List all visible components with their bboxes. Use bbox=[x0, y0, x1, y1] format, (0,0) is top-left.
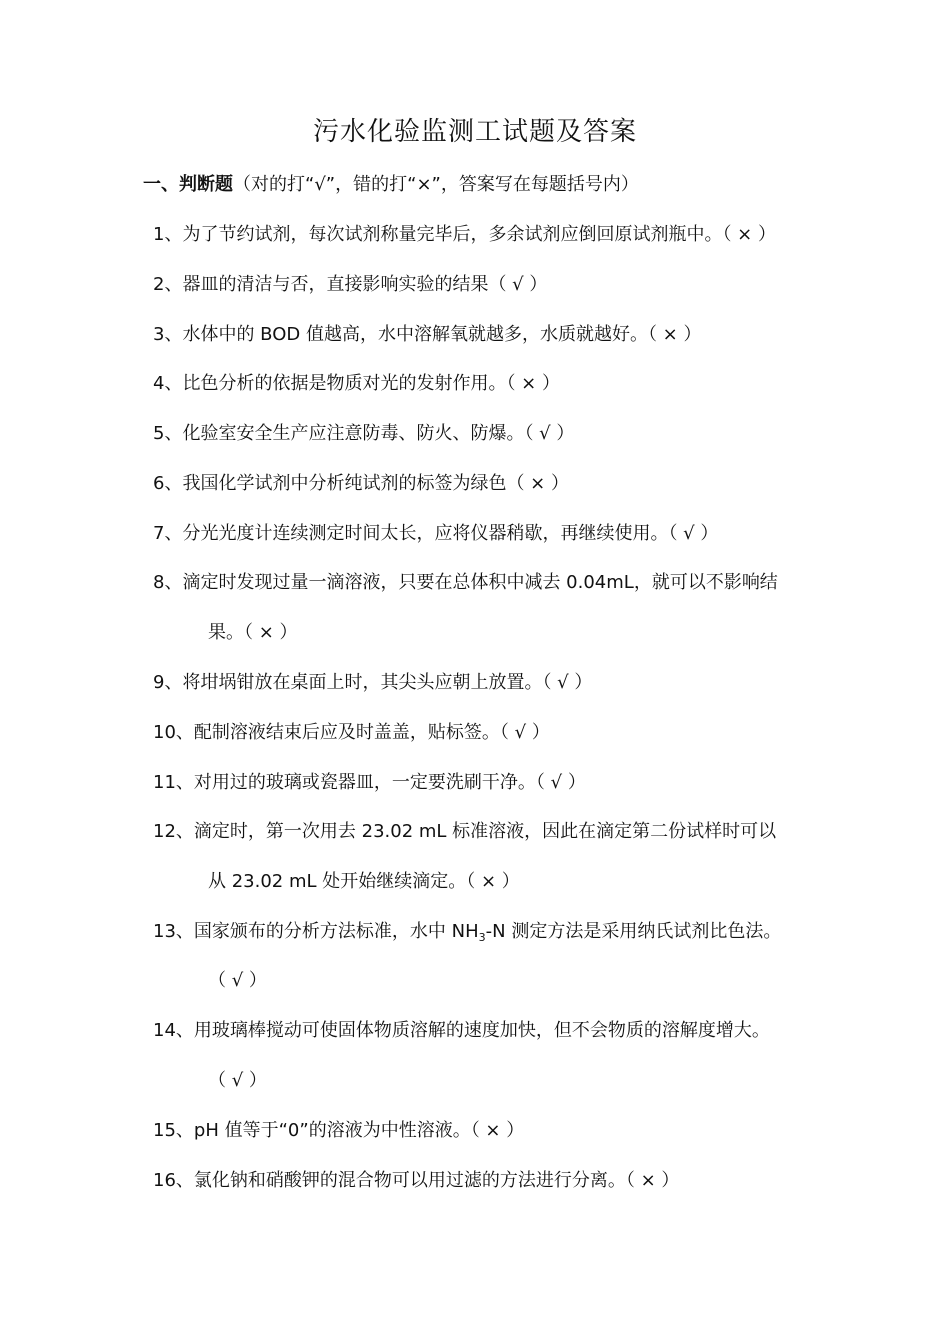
question-text: 化验室安全生产应注意防毒、防火、防爆。（ √ ） bbox=[182, 423, 575, 444]
question-number: 15、 bbox=[153, 1120, 194, 1141]
question-item bbox=[153, 1014, 770, 1048]
question-number: 12、 bbox=[153, 821, 194, 842]
subscript: 3 bbox=[478, 931, 486, 944]
section-heading bbox=[143, 168, 639, 202]
question-text-continuation: （ √ ） bbox=[208, 970, 267, 991]
question-text: 我国化学试剂中分析纯试剂的标签为绿色（ × ） bbox=[182, 473, 569, 494]
question-item bbox=[153, 367, 560, 401]
question-text: 对用过的玻璃或瓷器皿，一定要洗刷干净。（ √ ） bbox=[193, 772, 586, 793]
question-number: 4、 bbox=[153, 373, 183, 394]
question-text-continuation: 从 23.02 mL 处开始继续滴定。（ × ） bbox=[208, 871, 520, 892]
page-title: 污水化验监测工试题及答案 bbox=[312, 117, 637, 147]
question-item bbox=[153, 1114, 524, 1148]
question-item bbox=[153, 766, 586, 800]
question-item bbox=[153, 218, 776, 252]
question-text: 将坩埚钳放在桌面上时，其尖头应朝上放置。（ √ ） bbox=[182, 672, 593, 693]
question-text: 器皿的清洁与否，直接影响实验的结果（ √ ） bbox=[182, 274, 548, 295]
question-text-continuation: 果。（ × ） bbox=[208, 622, 298, 643]
section-heading-label: 一、判断题 bbox=[143, 174, 233, 195]
question-item bbox=[153, 566, 778, 600]
question-item bbox=[153, 517, 718, 551]
question-text: 滴定时，第一次用去 23.02 mL 标准溶液，因此在滴定第二份试样时可以 bbox=[193, 821, 777, 842]
question-number: 6、 bbox=[153, 473, 183, 494]
question-number: 16、 bbox=[153, 1170, 194, 1191]
question-number: 8、 bbox=[153, 572, 183, 593]
question-number: 3、 bbox=[153, 324, 183, 345]
question-item bbox=[153, 467, 569, 501]
question-text: 氯化钠和硝酸钾的混合物可以用过滤的方法进行分离。（ × ） bbox=[193, 1170, 680, 1191]
question-text: 国家颁布的分析方法标准，水中 NH bbox=[193, 921, 479, 942]
section-instruction: （对的打“√”，错的打“×”，答案写在每题括号内） bbox=[233, 174, 639, 195]
question-text-continuation: （ √ ） bbox=[208, 1070, 267, 1091]
question-number: 5、 bbox=[153, 423, 183, 444]
question-item bbox=[153, 268, 547, 302]
question-text: 比色分析的依据是物质对光的发射作用。（ × ） bbox=[182, 373, 560, 394]
question-number: 14、 bbox=[153, 1020, 194, 1041]
question-number: 1、 bbox=[153, 224, 183, 245]
question-number: 2、 bbox=[153, 274, 183, 295]
question-text: 分光光度计连续测定时间太长，应将仪器稍歇，再继续使用。（ √ ） bbox=[182, 523, 719, 544]
question-text: 为了节约试剂，每次试剂称量完毕后，多余试剂应倒回原试剂瓶中。（ × ） bbox=[182, 224, 776, 245]
question-text: 水体中的 BOD 值越高，水中溶解氧就越多，水质就越好。（ × ） bbox=[182, 324, 702, 345]
question-number: 13、 bbox=[153, 921, 194, 942]
question-number: 10、 bbox=[153, 722, 194, 743]
question-item bbox=[153, 417, 574, 451]
question-item bbox=[153, 915, 781, 949]
question-text: pH 值等于“0”的溶液为中性溶液。（ × ） bbox=[193, 1120, 525, 1141]
question-item bbox=[153, 1164, 679, 1198]
question-item bbox=[153, 666, 592, 700]
question-number: 9、 bbox=[153, 672, 183, 693]
question-item bbox=[153, 815, 776, 849]
question-text: 配制溶液结束后应及时盖盖，贴标签。（ √ ） bbox=[193, 722, 550, 743]
question-item bbox=[153, 716, 550, 750]
question-text: 用玻璃棒搅动可使固体物质溶解的速度加快，但不会物质的溶解度增大。 bbox=[193, 1020, 770, 1041]
question-text-tail: -N 测定方法是采用纳氏试剂比色法。 bbox=[485, 921, 782, 942]
question-item bbox=[153, 318, 701, 352]
question-text: 滴定时发现过量一滴溶液，只要在总体积中减去 0.04mL，就可以不影响结 bbox=[182, 572, 778, 593]
question-number: 7、 bbox=[153, 523, 183, 544]
question-number: 11、 bbox=[153, 772, 194, 793]
